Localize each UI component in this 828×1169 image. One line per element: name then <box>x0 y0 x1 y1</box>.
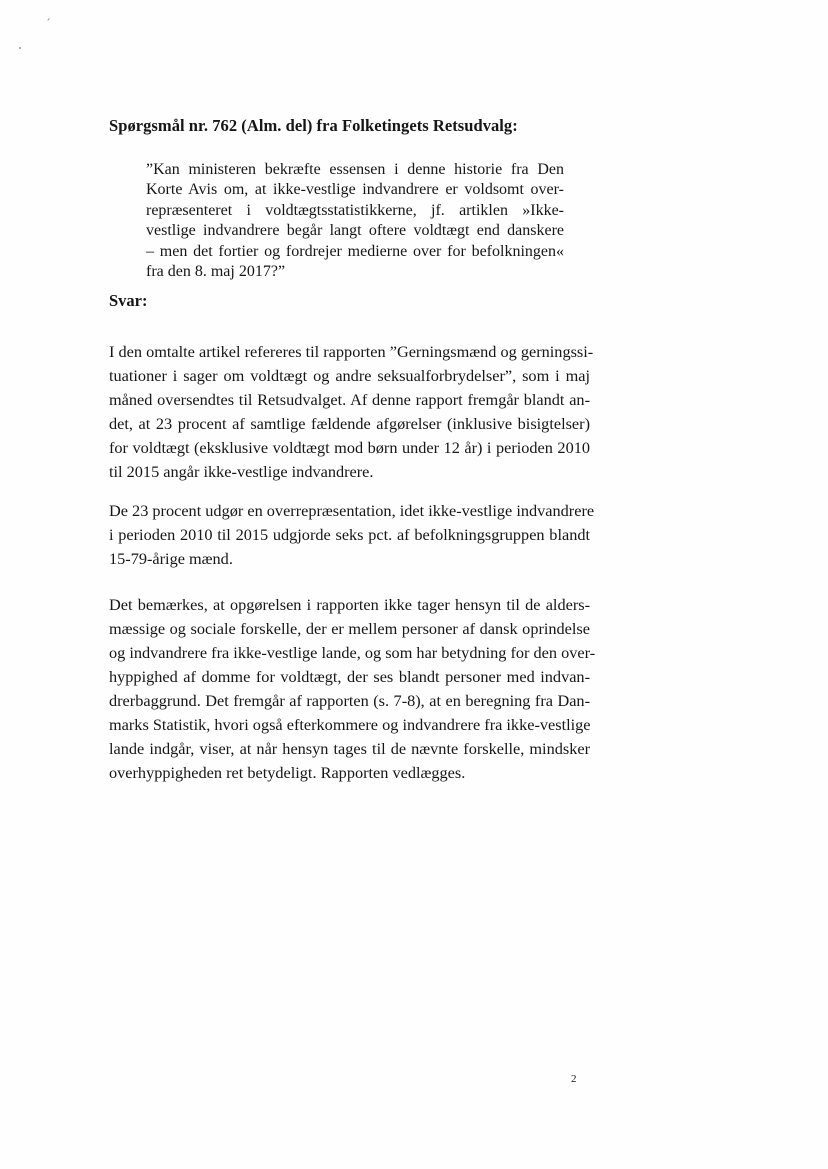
question-heading: Spørgsmål nr. 762 (Alm. del) fra Folketingets Retsudvalg: <box>109 116 518 135</box>
quote-line: repræsenteret i voldtægtsstatistikkerne, jf. artiklen »Ikke- <box>146 201 564 219</box>
paragraph-line: tuationer i sager om voldtægt og andre seksualforbrydelser”, som i maj <box>109 366 590 385</box>
scan-speck <box>47 18 50 21</box>
quote-line: vestlige indvandrere begår langt oftere voldtægt end danskere <box>146 222 564 240</box>
question-quote <box>146 160 564 282</box>
paragraph-line: mæssige og sociale forskelle, der er mellem personer af dansk oprindelse <box>109 619 590 638</box>
paragraph-line: til 2015 angår ikke-vestlige indvandrere. <box>109 462 374 481</box>
paragraph-line: lande indgår, viser, at når hensyn tages til de nævnte forskelle, mindsker <box>109 739 590 758</box>
scan-speck <box>19 47 21 49</box>
paragraph-line: for voldtægt (eksklusive voldtægt mod børn under 12 år) i perioden 2010 <box>109 438 590 457</box>
answer-paragraph-3 <box>109 593 596 785</box>
quote-line: Korte Avis om, at ikke-vestlige indvandrere er voldsomt over- <box>146 181 564 199</box>
quote-line: fra den 8. maj 2017?” <box>146 263 286 281</box>
paragraph-line: De 23 procent udgør en overrepræsentation, idet ikke-vestlige indvandrere <box>109 501 595 520</box>
paragraph-line: I den omtalte artikel refereres til rapporten ”Gerningsmænd og gerningssi- <box>109 342 594 361</box>
page-number: 2 <box>571 1073 577 1085</box>
paragraph-line: drerbaggrund. Det fremgår af rapporten (s. 7-8), at en beregning fra Dan- <box>109 691 590 710</box>
paragraph-line: 15-79-årige mænd. <box>109 549 233 568</box>
answer-heading: Svar: <box>109 291 148 310</box>
paragraph-line: måned oversendtes til Retsudvalget. Af denne rapport fremgår blandt an- <box>109 390 590 409</box>
quote-line: ”Kan ministeren bekræfte essensen i denne historie fra Den <box>146 161 564 178</box>
paragraph-line: overhyppigheden ret betydeligt. Rapporten vedlægges. <box>109 763 466 782</box>
paragraph-line: det, at 23 procent af samtlige fældende afgørelser (inklusive bisigtelser) <box>109 414 590 433</box>
answer-paragraph-2 <box>109 499 595 571</box>
paragraph-line: og indvandrere fra ikke-vestlige lande, og som har betydning for den over- <box>109 643 596 662</box>
paragraph-line: hyppighed af domme for voldtægt, der ses blandt personer med indvan- <box>109 667 590 686</box>
paragraph-line: Det bemærkes, at opgørelsen i rapporten ikke tager hensyn til de alders- <box>109 595 590 614</box>
paragraph-line: i perioden 2010 til 2015 udgjorde seks pct. af befolkningsgruppen blandt <box>109 525 590 544</box>
quote-line: – men det fortier og fordrejer medierne over for befolkningen« <box>146 242 564 260</box>
paragraph-line: marks Statistik, hvori også efterkommere og indvandrere fra ikke-vestlige <box>109 715 591 734</box>
answer-paragraph-1 <box>109 340 594 484</box>
